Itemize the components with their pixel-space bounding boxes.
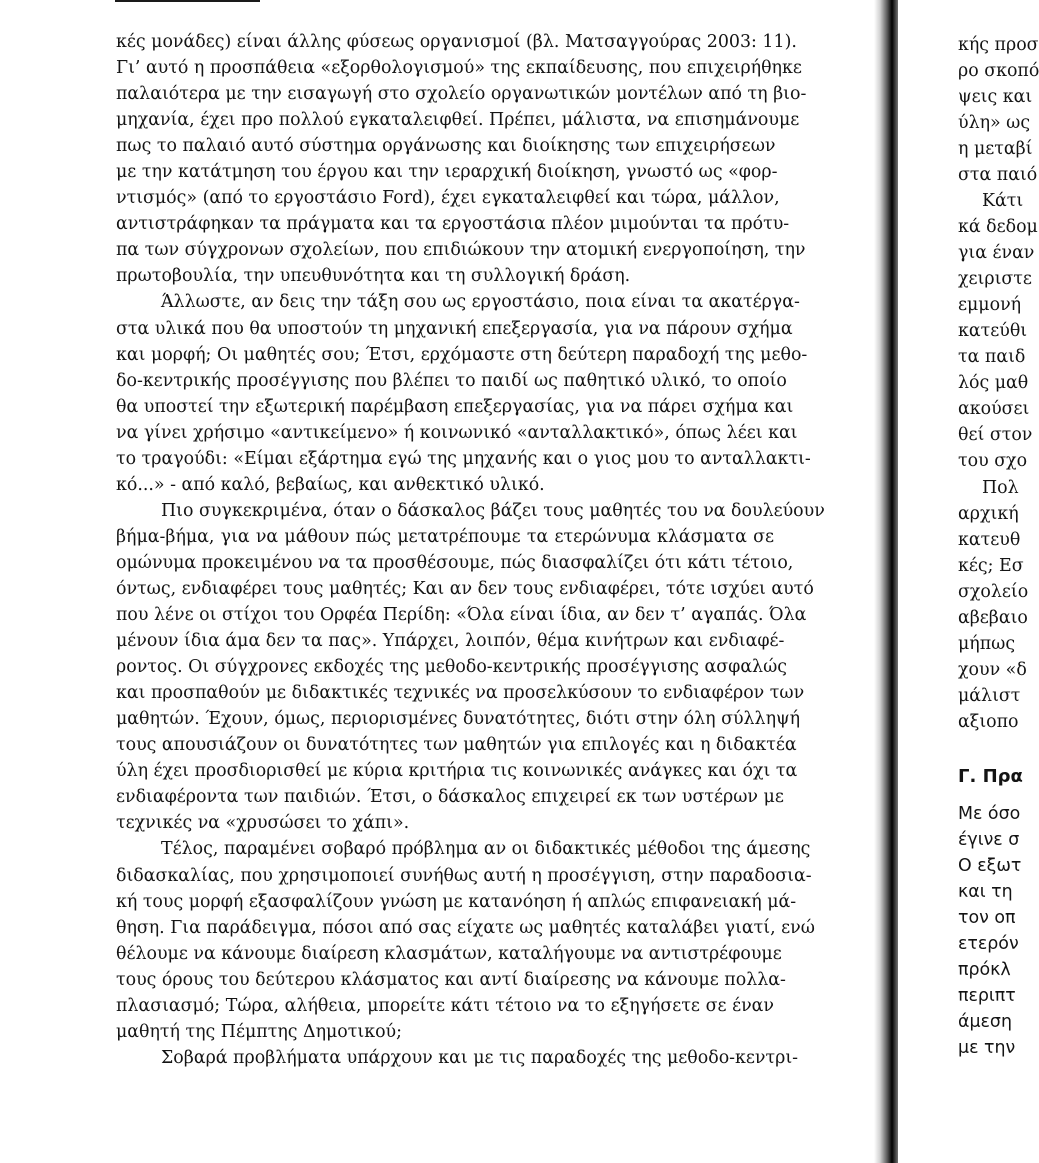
text-line: Σοβαρά προβλήματα υπάρχουν και με τις παραδοχές της μεθοδο-κεντρι-: [161, 1047, 799, 1068]
right-line: εμμονή: [958, 295, 1022, 315]
text-line: τους όρους του δεύτερου κλάσματος και αντί διαίρεσης να κάνουμε πολλα-: [116, 969, 786, 990]
right-line: μάλιστ: [958, 686, 1021, 706]
text-line: μαθητών. Έχουν, όμως, περιορισμένες δυνατότητες, διότι στην όλη σύλληψή: [116, 709, 801, 730]
right-line: αρχική: [958, 504, 1019, 524]
text-line: πα των σύγχρονων σχολείων, που επιδιώκουν την ατομική ενεργοποίηση, την: [116, 240, 806, 261]
text-line: πρωτοβουλία, την υπευθυνότητα και τη συλλογική δράση.: [116, 266, 631, 287]
text-line: με την κατάτμηση του έργου και την ιεραρχική διοίκηση, γνωστό ως «φορ-: [116, 162, 778, 183]
text-line: μαθητή της Πέμπτης Δημοτικού;: [116, 1021, 402, 1042]
book-spine-shadow: [874, 0, 898, 1163]
right-line: ακούσει: [958, 399, 1030, 419]
right-line: Με όσο: [958, 804, 1021, 824]
right-line: Πολ: [982, 478, 1019, 498]
right-line: ρο σκοπό: [958, 61, 1039, 81]
right-line: ύλη» ως: [958, 113, 1031, 133]
text-line: και προσπαθούν με διδακτικές τεχνικές να προσελκύσουν το ενδιαφέρον των: [116, 683, 805, 704]
text-line: όντως, ενδιαφέρει τους μαθητές; Και αν δεν τους ενδιαφέρει, τότε ισχύει αυτό: [116, 578, 814, 599]
text-line: ενδιαφέροντα των παιδιών. Έτσι, ο δάσκαλος επιχειρεί εκ των υστέρων με: [116, 787, 784, 808]
right-line: κές; Εσ: [958, 556, 1024, 576]
right-line: αβεβαιο: [958, 608, 1028, 628]
text-line: τους απουσιάζουν οι δυνατότητες των μαθητών για επιλογές και η διδακτέα: [116, 735, 797, 756]
text-line: κή τους μορφή εξασφαλίζουν γνώση με κατανόηση ή απλώς επιφανειακή μά-: [116, 891, 797, 912]
right-page-fragment: [898, 0, 1039, 1163]
text-line: δο-κεντρικής προσέγγισης που βλέπει το παιδί ως παθητικό υλικό, το οποίο: [116, 370, 787, 391]
right-line: Κάτι: [982, 191, 1024, 211]
right-line: έγινε σ: [958, 830, 1020, 850]
right-line: ψεις και: [958, 87, 1033, 107]
text-line: κές μονάδες) είναι άλλης φύσεως οργανισμοί (βλ. Ματσαγγούρας 2003: 11).: [116, 32, 797, 52]
text-line: ντισμός» (από το εργοστάσιο Ford), έχει εγκαταλειφθεί και τώρα, μάλλον,: [116, 188, 780, 209]
right-line: μήπως: [958, 634, 1016, 654]
text-line: διδασκαλίας, που χρησιμοποιεί συνήθως αυτή η προσέγγιση, στην παραδοσια-: [116, 865, 812, 886]
text-line: και μορφή; Οι μαθητές σου; Έτσι, ερχόμαστε στη δεύτερη παραδοχή της μεθο-: [116, 344, 808, 365]
right-line: τα παιδ: [958, 347, 1026, 367]
text-line: μηχανία, έχει προ πολλού εγκαταλειφθεί. Πρέπει, μάλιστα, να επισημάνουμε: [116, 110, 800, 131]
right-line: σχολείο: [958, 582, 1029, 602]
right-line: χειριστε: [958, 269, 1032, 289]
text-line: τεχνικές να «χρυσώσει το χάπι».: [116, 813, 410, 834]
text-line: ύλη έχει προσδιορισθεί με κύρια κριτήρια τις κοινωνικές ανάγκες και όχι τα: [116, 761, 798, 782]
right-line: στα παιό: [958, 165, 1038, 185]
text-line: θέλουμε να κάνουμε διαίρεση κλασμάτων, καταλήγουμε να αντιστρέφουμε: [116, 943, 782, 964]
text-line: μένουν ίδια άμα δεν τα πας». Υπάρχει, λοιπόν, θέμα κινήτρων και ενδιαφέ-: [116, 631, 785, 652]
right-line: κά δεδομ: [958, 217, 1038, 237]
right-line: η μεταβί: [958, 139, 1033, 159]
text-line: αντιστράφηκαν τα πράγματα και τα εργοστάσια πλέον μιμούνται τα πρότυ-: [116, 214, 790, 235]
text-line: στα υλικά που θα υποστούν τη μηχανική επεξεργασία, για να πάρουν σχήμα: [116, 318, 793, 339]
text-line: Πιο συγκεκριμένα, όταν ο δάσκαλος βάζει τους μαθητές του να δουλεύουν: [161, 500, 825, 521]
text-line: Γι’ αυτό η προσπάθεια «εξορθολογισμού» της εκπαίδευσης, που επιχειρήθηκε: [116, 58, 802, 79]
right-line: για έναν: [958, 243, 1035, 263]
top-rule: [115, 0, 260, 2]
text-line: παλαιότερα με την εισαγωγή στο σχολείο οργανωτικών μοντέλων από τη βιο-: [116, 84, 807, 105]
text-line: κό...» - από καλό, βεβαίως, και ανθεκτικό υλικό.: [116, 474, 545, 495]
right-line: θεί στον: [958, 425, 1033, 445]
right-line: κής προσ: [958, 35, 1039, 55]
right-line: λός μαθ: [958, 373, 1029, 393]
text-line: να γίνει χρήσιμο «αντικείμενο» ή κοινωνικό «ανταλλακτικό», όπως λέει και: [116, 422, 798, 443]
text-line: που λένε οι στίχοι του Ορφέα Περίδη: «Όλα είναι ίδια, αν δεν τ’ αγαπάς. Όλα: [116, 605, 807, 626]
right-line: Ο εξωτ: [958, 856, 1022, 876]
text-line: θηση. Για παράδειγμα, πόσοι από σας είχατε ως μαθητές καταλάβει γιατί, ενώ: [116, 917, 815, 938]
right-line: πρόκλ: [958, 960, 1011, 980]
right-line: άμεση: [958, 1012, 1012, 1032]
right-section-heading: Γ. Πρα: [958, 766, 1023, 787]
text-line: πως το παλαιό αυτό σύστημα οργάνωσης και διοίκησης των επιχειρήσεων: [116, 136, 776, 157]
text-line: Τέλος, παραμένει σοβαρό πρόβλημα αν οι διδακτικές μέθοδοι της άμεσης: [161, 839, 811, 860]
text-line: ροντος. Οι σύγχρονες εκδοχές της μεθοδο-κεντρικής προσέγγισης ασφαλώς: [116, 657, 787, 678]
right-line: κατεύθι: [958, 321, 1028, 341]
text-line: βήμα-βήμα, για να μάθουν πώς μετατρέπουμε τα ετερώνυμα κλάσματα σε: [116, 526, 774, 547]
right-line: του σχο: [958, 451, 1028, 471]
text-line: πλασιασμό; Τώρα, αλήθεια, μπορείτε κάτι τέτοιο να το εξηγήσετε σε έναν: [116, 995, 774, 1016]
right-line: χουν «δ: [958, 660, 1027, 680]
right-line: κατευθ: [958, 530, 1021, 550]
text-line: το τραγούδι: «Είμαι εξάρτημα εγώ της μηχανής και ο γιος μου το ανταλλακτι-: [116, 448, 811, 469]
text-line: Άλλωστε, αν δεις την τάξη σου ως εργοστάσιο, ποια είναι τα ακατέργα-: [161, 292, 800, 313]
right-line: τον οπ: [958, 908, 1016, 928]
right-line: περιπτ: [958, 986, 1016, 1006]
left-page-body: [116, 29, 825, 1071]
right-line: με την: [958, 1038, 1016, 1058]
right-line: αξιοπο: [958, 712, 1019, 732]
text-line: ομώνυμα προκειμένου να τα προσθέσουμε, πώς διασφαλίζει ότι κάτι τέτοιο,: [116, 552, 794, 573]
text-line: θα υποστεί την εξωτερική παρέμβαση επεξεργασίας, για να πάρει σχήμα και: [116, 396, 794, 417]
right-line: ετερόν: [958, 934, 1019, 954]
right-line: και τη: [958, 882, 1013, 902]
